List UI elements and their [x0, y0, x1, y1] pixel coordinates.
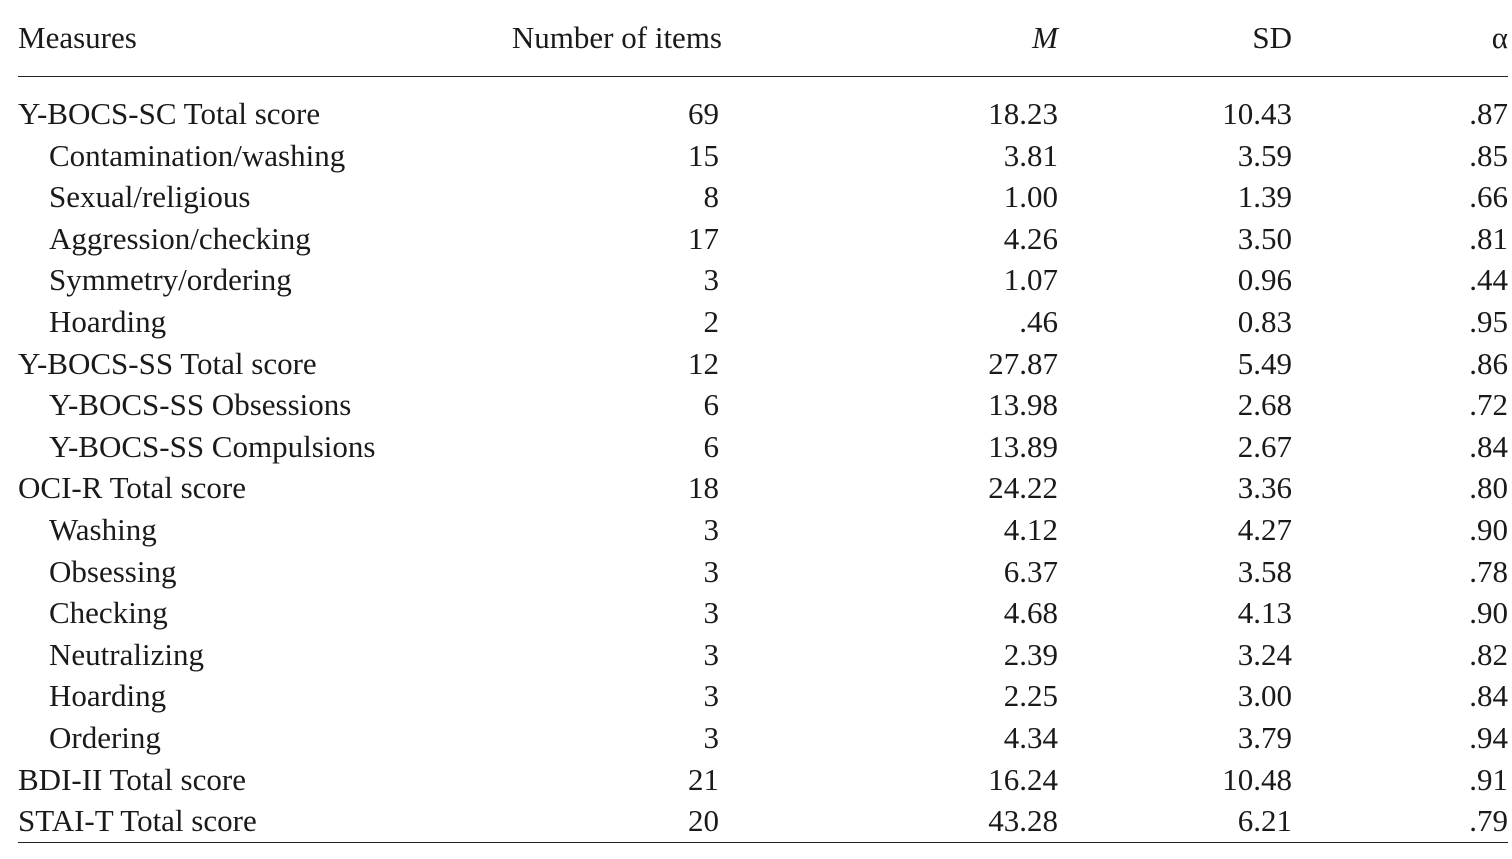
cell-sd: 3.50	[1237, 220, 1292, 256]
cell-measure: Y-BOCS-SC Total score	[18, 96, 321, 131]
header-mean: M	[722, 0, 1070, 77]
table-row	[18, 509, 1508, 551]
cell-mean: 1.07	[1003, 262, 1058, 298]
cell-alpha: .87	[1469, 96, 1508, 131]
cell-mean: 24.22	[988, 470, 1058, 506]
table-row	[18, 717, 1508, 759]
table-row	[18, 759, 1508, 801]
measures-table-container	[18, 0, 1508, 843]
cell-mean: 27.87	[988, 345, 1058, 381]
cell-measure: OCI-R Total score	[18, 470, 246, 506]
header-alpha: α	[1308, 0, 1508, 77]
cell-sd: 4.13	[1237, 595, 1292, 631]
cell-number-of-items: 12	[688, 345, 719, 381]
cell-alpha: .90	[1469, 511, 1508, 547]
cell-alpha: .86	[1469, 345, 1508, 381]
cell-measure: Checking	[49, 595, 168, 631]
cell-number-of-items: 3	[703, 719, 719, 755]
cell-number-of-items: 6	[703, 428, 719, 464]
cell-number-of-items: 3	[703, 595, 719, 631]
cell-mean: 16.24	[988, 761, 1058, 797]
cell-number-of-items: 6	[703, 387, 719, 423]
cell-sd: 3.00	[1237, 678, 1292, 714]
header-row	[18, 0, 1508, 77]
cell-alpha: .72	[1469, 387, 1508, 423]
table-row	[18, 800, 1508, 843]
cell-number-of-items: 3	[703, 262, 719, 298]
table-row	[18, 592, 1508, 634]
cell-alpha: .44	[1469, 262, 1508, 298]
cell-sd: 2.67	[1237, 428, 1292, 464]
cell-sd: 3.79	[1237, 719, 1292, 755]
cell-alpha: .82	[1469, 636, 1508, 672]
cell-alpha: .80	[1469, 470, 1508, 506]
cell-sd: 0.96	[1237, 262, 1292, 298]
cell-mean: 4.68	[1003, 595, 1058, 631]
table-row	[18, 301, 1508, 343]
cell-measure: Y-BOCS-SS Obsessions	[49, 387, 352, 423]
cell-measure: Ordering	[49, 719, 161, 755]
header-number-of-items: Number of items	[498, 0, 722, 77]
cell-mean: .46	[1019, 303, 1058, 339]
cell-sd: 6.21	[1070, 800, 1308, 843]
cell-sd: 2.68	[1237, 387, 1292, 423]
cell-alpha: .84	[1469, 678, 1508, 714]
cell-mean: 4.12	[1003, 511, 1058, 547]
cell-alpha: .79	[1308, 800, 1508, 843]
cell-number-of-items: 8	[703, 179, 719, 215]
table-row	[18, 426, 1508, 468]
cell-measure: STAI-T Total score	[18, 800, 498, 843]
table-row	[18, 259, 1508, 301]
table-row	[18, 77, 1508, 135]
cell-measure: Y-BOCS-SS Compulsions	[49, 428, 376, 464]
cell-mean: 1.00	[1003, 179, 1058, 215]
cell-measure: Y-BOCS-SS Total score	[18, 345, 317, 381]
cell-mean: 4.34	[1003, 719, 1058, 755]
cell-sd: 1.39	[1237, 179, 1292, 215]
cell-measure: Neutralizing	[49, 636, 204, 672]
cell-alpha: .81	[1469, 220, 1508, 256]
cell-number-of-items: 3	[703, 636, 719, 672]
cell-number-of-items: 17	[688, 220, 719, 256]
table-row	[18, 218, 1508, 260]
cell-measure: Hoarding	[49, 303, 167, 339]
cell-measure: Obsessing	[49, 553, 177, 589]
table-row	[18, 176, 1508, 218]
cell-alpha: .66	[1469, 179, 1508, 215]
table-row	[18, 675, 1508, 717]
cell-sd: 3.24	[1237, 636, 1292, 672]
cell-alpha: .94	[1469, 719, 1508, 755]
table-row	[18, 634, 1508, 676]
cell-number-of-items: 3	[703, 511, 719, 547]
cell-sd: 4.27	[1237, 511, 1292, 547]
cell-mean: 2.25	[1003, 678, 1058, 714]
cell-alpha: .91	[1469, 761, 1508, 797]
cell-mean: 13.89	[988, 428, 1058, 464]
cell-measure: Hoarding	[49, 678, 167, 714]
cell-measure: BDI-II Total score	[18, 761, 246, 797]
table-body	[18, 77, 1508, 843]
cell-mean: 4.26	[1003, 220, 1058, 256]
cell-mean: 43.28	[722, 800, 1070, 843]
cell-alpha: .84	[1469, 428, 1508, 464]
table-row	[18, 135, 1508, 177]
cell-number-of-items: 15	[688, 137, 719, 173]
cell-mean: 13.98	[988, 387, 1058, 423]
cell-number-of-items: 3	[703, 553, 719, 589]
cell-sd: 3.59	[1237, 137, 1292, 173]
cell-measure: Contamination/washing	[49, 137, 346, 173]
header-sd: SD	[1070, 0, 1308, 77]
cell-number-of-items: 18	[688, 470, 719, 506]
cell-number-of-items: 20	[498, 800, 722, 843]
table-header	[18, 0, 1508, 77]
measures-table	[18, 0, 1508, 843]
table-row	[18, 384, 1508, 426]
cell-alpha: .85	[1469, 137, 1508, 173]
table-row	[18, 467, 1508, 509]
cell-alpha: .78	[1469, 553, 1508, 589]
cell-measure: Symmetry/ordering	[49, 262, 292, 298]
cell-mean: 6.37	[1003, 553, 1058, 589]
cell-measure: Washing	[49, 511, 157, 547]
cell-mean: 3.81	[1003, 137, 1058, 173]
cell-measure: Sexual/religious	[49, 179, 251, 215]
cell-mean: 2.39	[1003, 636, 1058, 672]
cell-measure: Aggression/checking	[49, 220, 311, 256]
cell-sd: 0.83	[1237, 303, 1292, 339]
cell-alpha: .90	[1469, 595, 1508, 631]
cell-sd: 5.49	[1237, 345, 1292, 381]
header-measures: Measures	[18, 0, 498, 77]
cell-number-of-items: 21	[688, 761, 719, 797]
cell-alpha: .95	[1469, 303, 1508, 339]
cell-mean: 18.23	[988, 96, 1058, 131]
cell-sd: 3.58	[1237, 553, 1292, 589]
cell-number-of-items: 2	[703, 303, 719, 339]
cell-number-of-items: 3	[703, 678, 719, 714]
cell-sd: 10.43	[1222, 96, 1292, 131]
table-row	[18, 551, 1508, 593]
cell-number-of-items: 69	[688, 96, 719, 131]
table-row	[18, 343, 1508, 385]
cell-sd: 3.36	[1237, 470, 1292, 506]
cell-sd: 10.48	[1222, 761, 1292, 797]
